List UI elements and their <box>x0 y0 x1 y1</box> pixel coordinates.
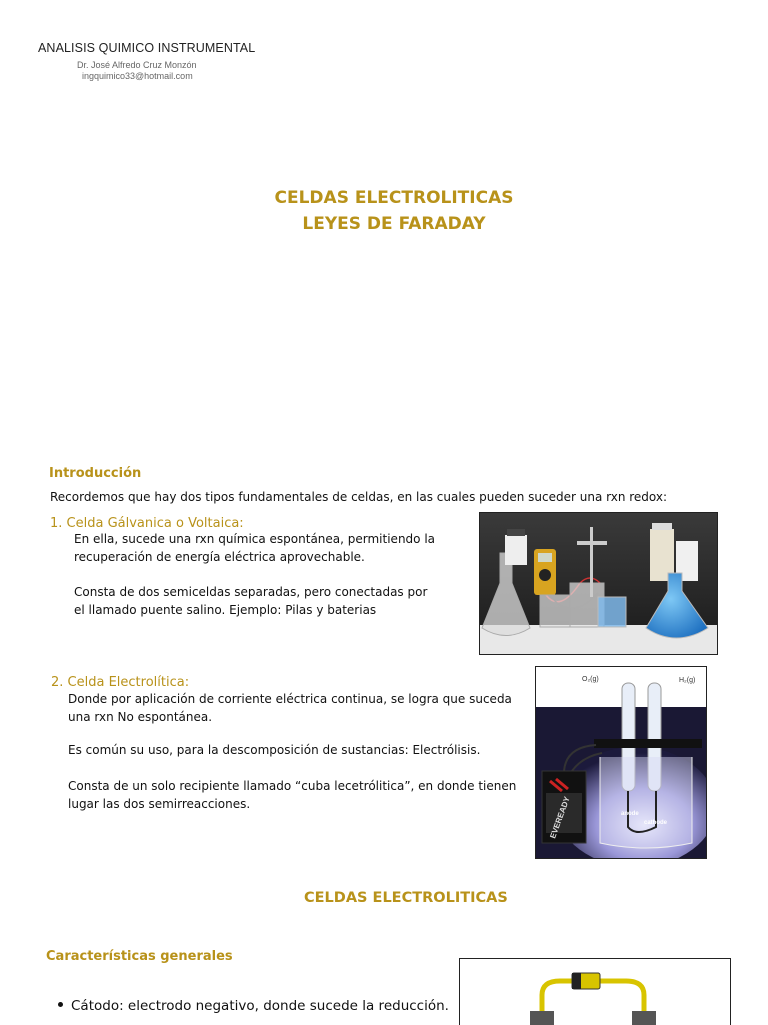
battery-brand: EVEREADY <box>548 795 572 840</box>
page-title-line1: CELDAS ELECTROLITICAS <box>274 188 514 208</box>
bullet-icon <box>58 1002 63 1007</box>
intro-heading: Introducción <box>49 466 142 481</box>
electrolysis-photo <box>535 666 707 859</box>
bullet-item-cathode <box>58 998 449 1016</box>
electrolytic-p2: Es común su uso, para la descomposición de sustancias: Electrólisis. <box>68 743 481 757</box>
course-title: ANALISIS QUIMICO INSTRUMENTAL <box>38 41 256 55</box>
h2-label: H₂(g) <box>679 677 696 684</box>
characteristics-heading: Características generales <box>46 949 233 964</box>
section2-title: CELDAS ELECTROLITICAS <box>304 890 508 906</box>
page-title-line2: LEYES DE FARADAY <box>302 214 486 234</box>
anode-label: anode <box>621 811 639 817</box>
lab-glassware-illustration <box>480 513 717 654</box>
electrolysis-illustration <box>536 667 706 858</box>
author-name: Dr. José Alfredo Cruz Monzón <box>77 60 197 70</box>
electrolytic-heading: 2. Celda Electrolítica: <box>51 675 190 690</box>
galvanic-p1-l2: recuperación de energía eléctrica aprovechable. <box>74 550 365 564</box>
galvanic-p2-l2: el llamado puente salino. Ejemplo: Pilas y baterias <box>74 603 377 617</box>
cathode-label: cathode <box>644 820 668 826</box>
electrolytic-p1-l2: una rxn No espontánea. <box>68 710 213 724</box>
author-email: ingquimico33@hotmail.com <box>82 71 193 81</box>
circuit-photo <box>459 958 731 1025</box>
o2-label: O₂(g) <box>582 676 599 683</box>
galvanic-heading: 1. Celda Gálvanica o Voltaica: <box>50 516 244 531</box>
electrolytic-p1-l1: Donde por aplicación de corriente eléctrica continua, se logra que suceda <box>68 692 512 706</box>
intro-lead: Recordemos que hay dos tipos fundamentales de celdas, en las cuales pueden suceder una rxn redox: <box>50 490 668 504</box>
circuit-illustration <box>460 959 730 1025</box>
galvanic-cell-photo <box>479 512 718 655</box>
bullet-text: Cátodo: electrodo negativo, donde sucede la reducción. <box>71 998 449 1014</box>
galvanic-p1-l1: En ella, sucede una rxn química espontánea, permitiendo la <box>74 532 436 546</box>
galvanic-p2-l1: Consta de dos semiceldas separadas, pero conectadas por <box>74 585 428 599</box>
electrolytic-p3-l2: lugar las dos semirreacciones. <box>68 797 251 811</box>
electrolytic-p3-l1: Consta de un solo recipiente llamado “cuba lecetrólitica”, en donde tienen <box>68 779 517 793</box>
